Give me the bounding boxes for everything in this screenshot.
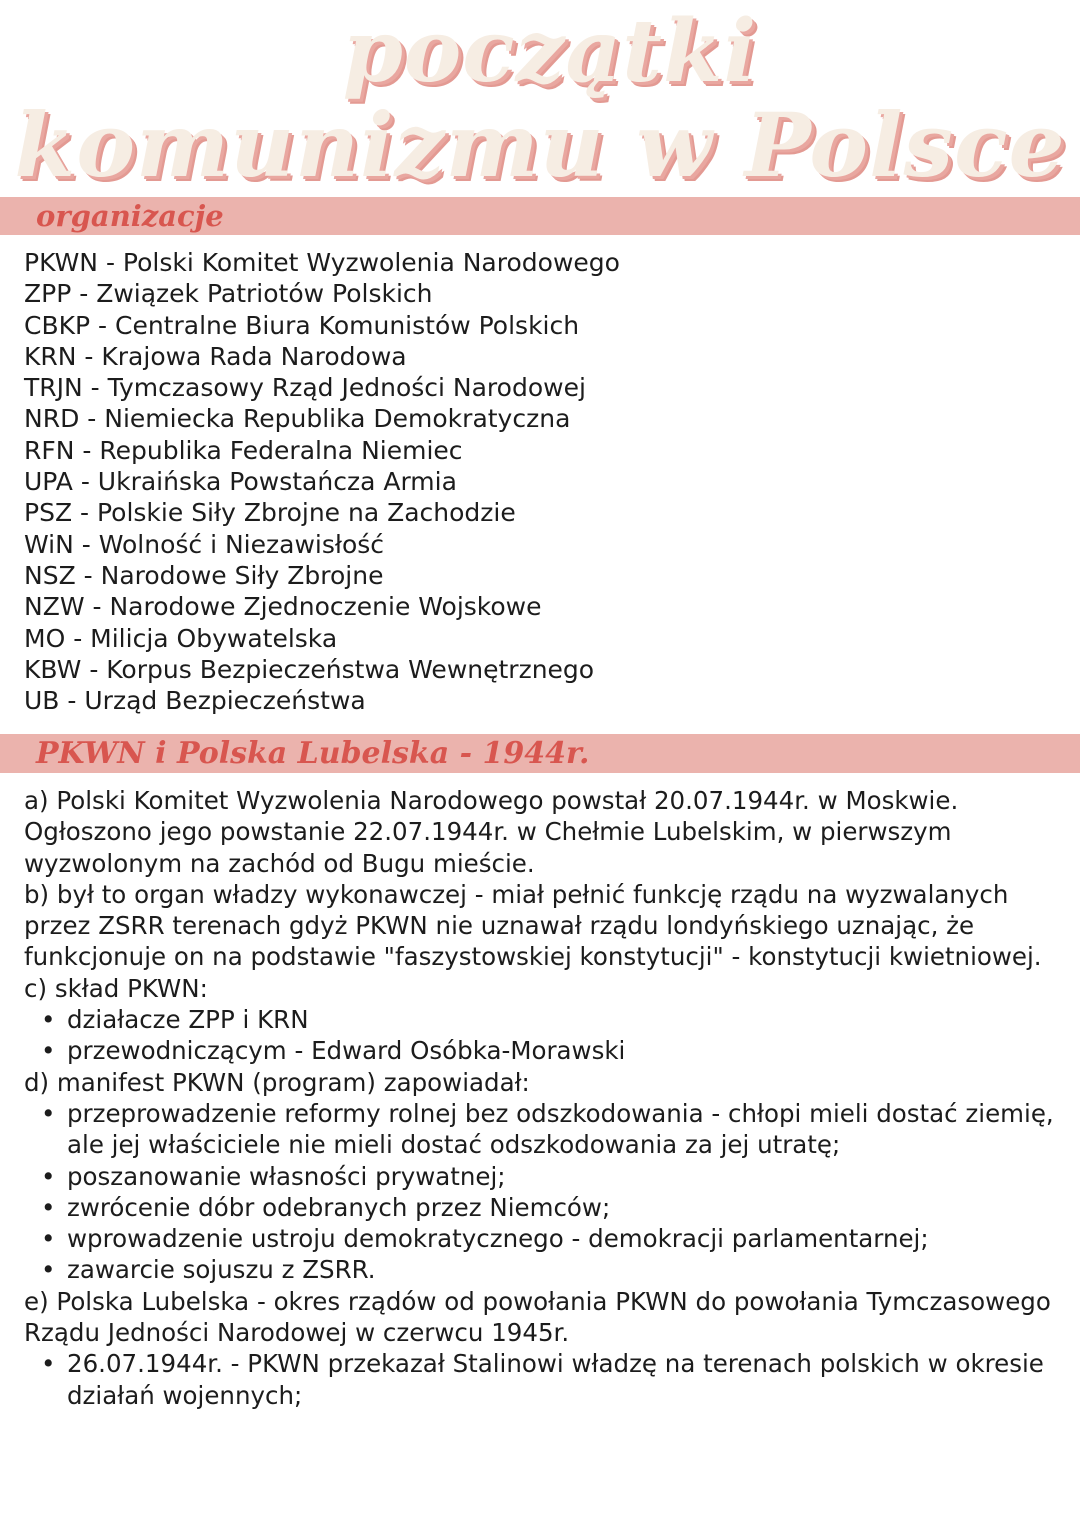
- paragraph-c: c) skład PKWN:: [24, 973, 208, 1003]
- list-item: KBW - Korpus Bezpieczeństwa Wewnętrznego: [24, 654, 595, 684]
- page-title-line-2: komunizmu w Polsce: [14, 93, 1066, 197]
- page-title-line-1: początki: [342, 1, 758, 102]
- list-item: • 26.07.1944r. - PKWN przekazał Stalinowi władzę na terenach polskich w okresie działań wojennych;: [24, 1348, 1064, 1411]
- list-item: CBKP - Centralne Biura Komunistów Polskich: [24, 310, 580, 340]
- list-item: • przeprowadzenie reformy rolnej bez odszkodowania - chłopi mieli dostać ziemię, ale jej właściciele nie mieli dostać odszkodowania za jej utratę;: [24, 1098, 1064, 1161]
- list-item: PKWN - Polski Komitet Wyzwolenia Narodowego: [24, 248, 620, 277]
- list-item: WiN - Wolność i Niezawisłość: [24, 529, 385, 559]
- section-heading-organizations: organizacje: [36, 199, 224, 233]
- list-item: KRN - Krajowa Rada Narodowa: [24, 341, 407, 371]
- pkwn-section-content: [24, 785, 1064, 1411]
- list-item: • poszanowanie własności prywatnej;: [24, 1161, 1064, 1192]
- paragraph-e: e) Polska Lubelska - okres rządów od powołania PKWN do powołania Tymczasowego Rządu Jedności Narodowej w czerwcu 1945r.: [24, 1286, 1051, 1348]
- paragraph-d: d) manifest PKWN (program) zapowiadał:: [24, 1067, 530, 1097]
- section-heading-band-pkwn: [0, 734, 1080, 773]
- list-item: • wprowadzenie ustroju demokratycznego - demokracji parlamentarnej;: [24, 1223, 1064, 1254]
- section-heading-pkwn: PKWN i Polska Lubelska - 1944r.: [36, 736, 590, 771]
- list-item: MO - Milicja Obywatelska: [24, 623, 338, 653]
- list-item: NRD - Niemiecka Republika Demokratyczna: [24, 404, 571, 434]
- list-item: RFN - Republika Federalna Niemiec: [24, 435, 463, 465]
- list-item: • zwrócenie dóbr odebranych przez Niemców;: [24, 1192, 1064, 1223]
- list-item: ZPP - Związek Patriotów Polskich: [24, 279, 433, 309]
- list-item: NZW - Narodowe Zjednoczenie Wojskowe: [24, 592, 542, 622]
- list-item: UB - Urząd Bezpieczeństwa: [24, 686, 366, 716]
- organizations-list: [24, 247, 1064, 716]
- manifest-list: [24, 1098, 1064, 1286]
- section-heading-band-organizations: [0, 197, 1080, 235]
- list-item: • działacze ZPP i KRN: [24, 1004, 1064, 1035]
- composition-list: [24, 1004, 1064, 1067]
- list-item: • zawarcie sojuszu z ZSRR.: [24, 1254, 1064, 1285]
- paragraph-b: b) był to organ władzy wykonawczej - miał pełnić funkcję rządu na wyzwalanych przez ZSRR terenach gdyż PKWN nie uznawał rządu londyńskiego uznając, że funkcjonuje on na podstawie "faszystowskiej konstytucji" - konstytucji kwietniowej.: [24, 879, 1042, 972]
- list-item: PSZ - Polskie Siły Zbrojne na Zachodzie: [24, 498, 516, 528]
- list-item: NSZ - Narodowe Siły Zbrojne: [24, 560, 384, 590]
- lublin-list: [24, 1348, 1064, 1411]
- list-item: TRJN - Tymczasowy Rząd Jedności Narodowej: [24, 373, 586, 403]
- list-item: UPA - Ukraińska Powstańcza Armia: [24, 467, 457, 497]
- paragraph-a: a) Polski Komitet Wyzwolenia Narodowego powstał 20.07.1944r. w Moskwie. Ogłoszono jego powstanie 22.07.1944r. w Chełmie Lubelskim, w pierwszym wyzwolonym na zachód od Bugu mieście.: [24, 786, 959, 878]
- list-item: • przewodniczącym - Edward Osóbka-Morawski: [24, 1035, 1064, 1066]
